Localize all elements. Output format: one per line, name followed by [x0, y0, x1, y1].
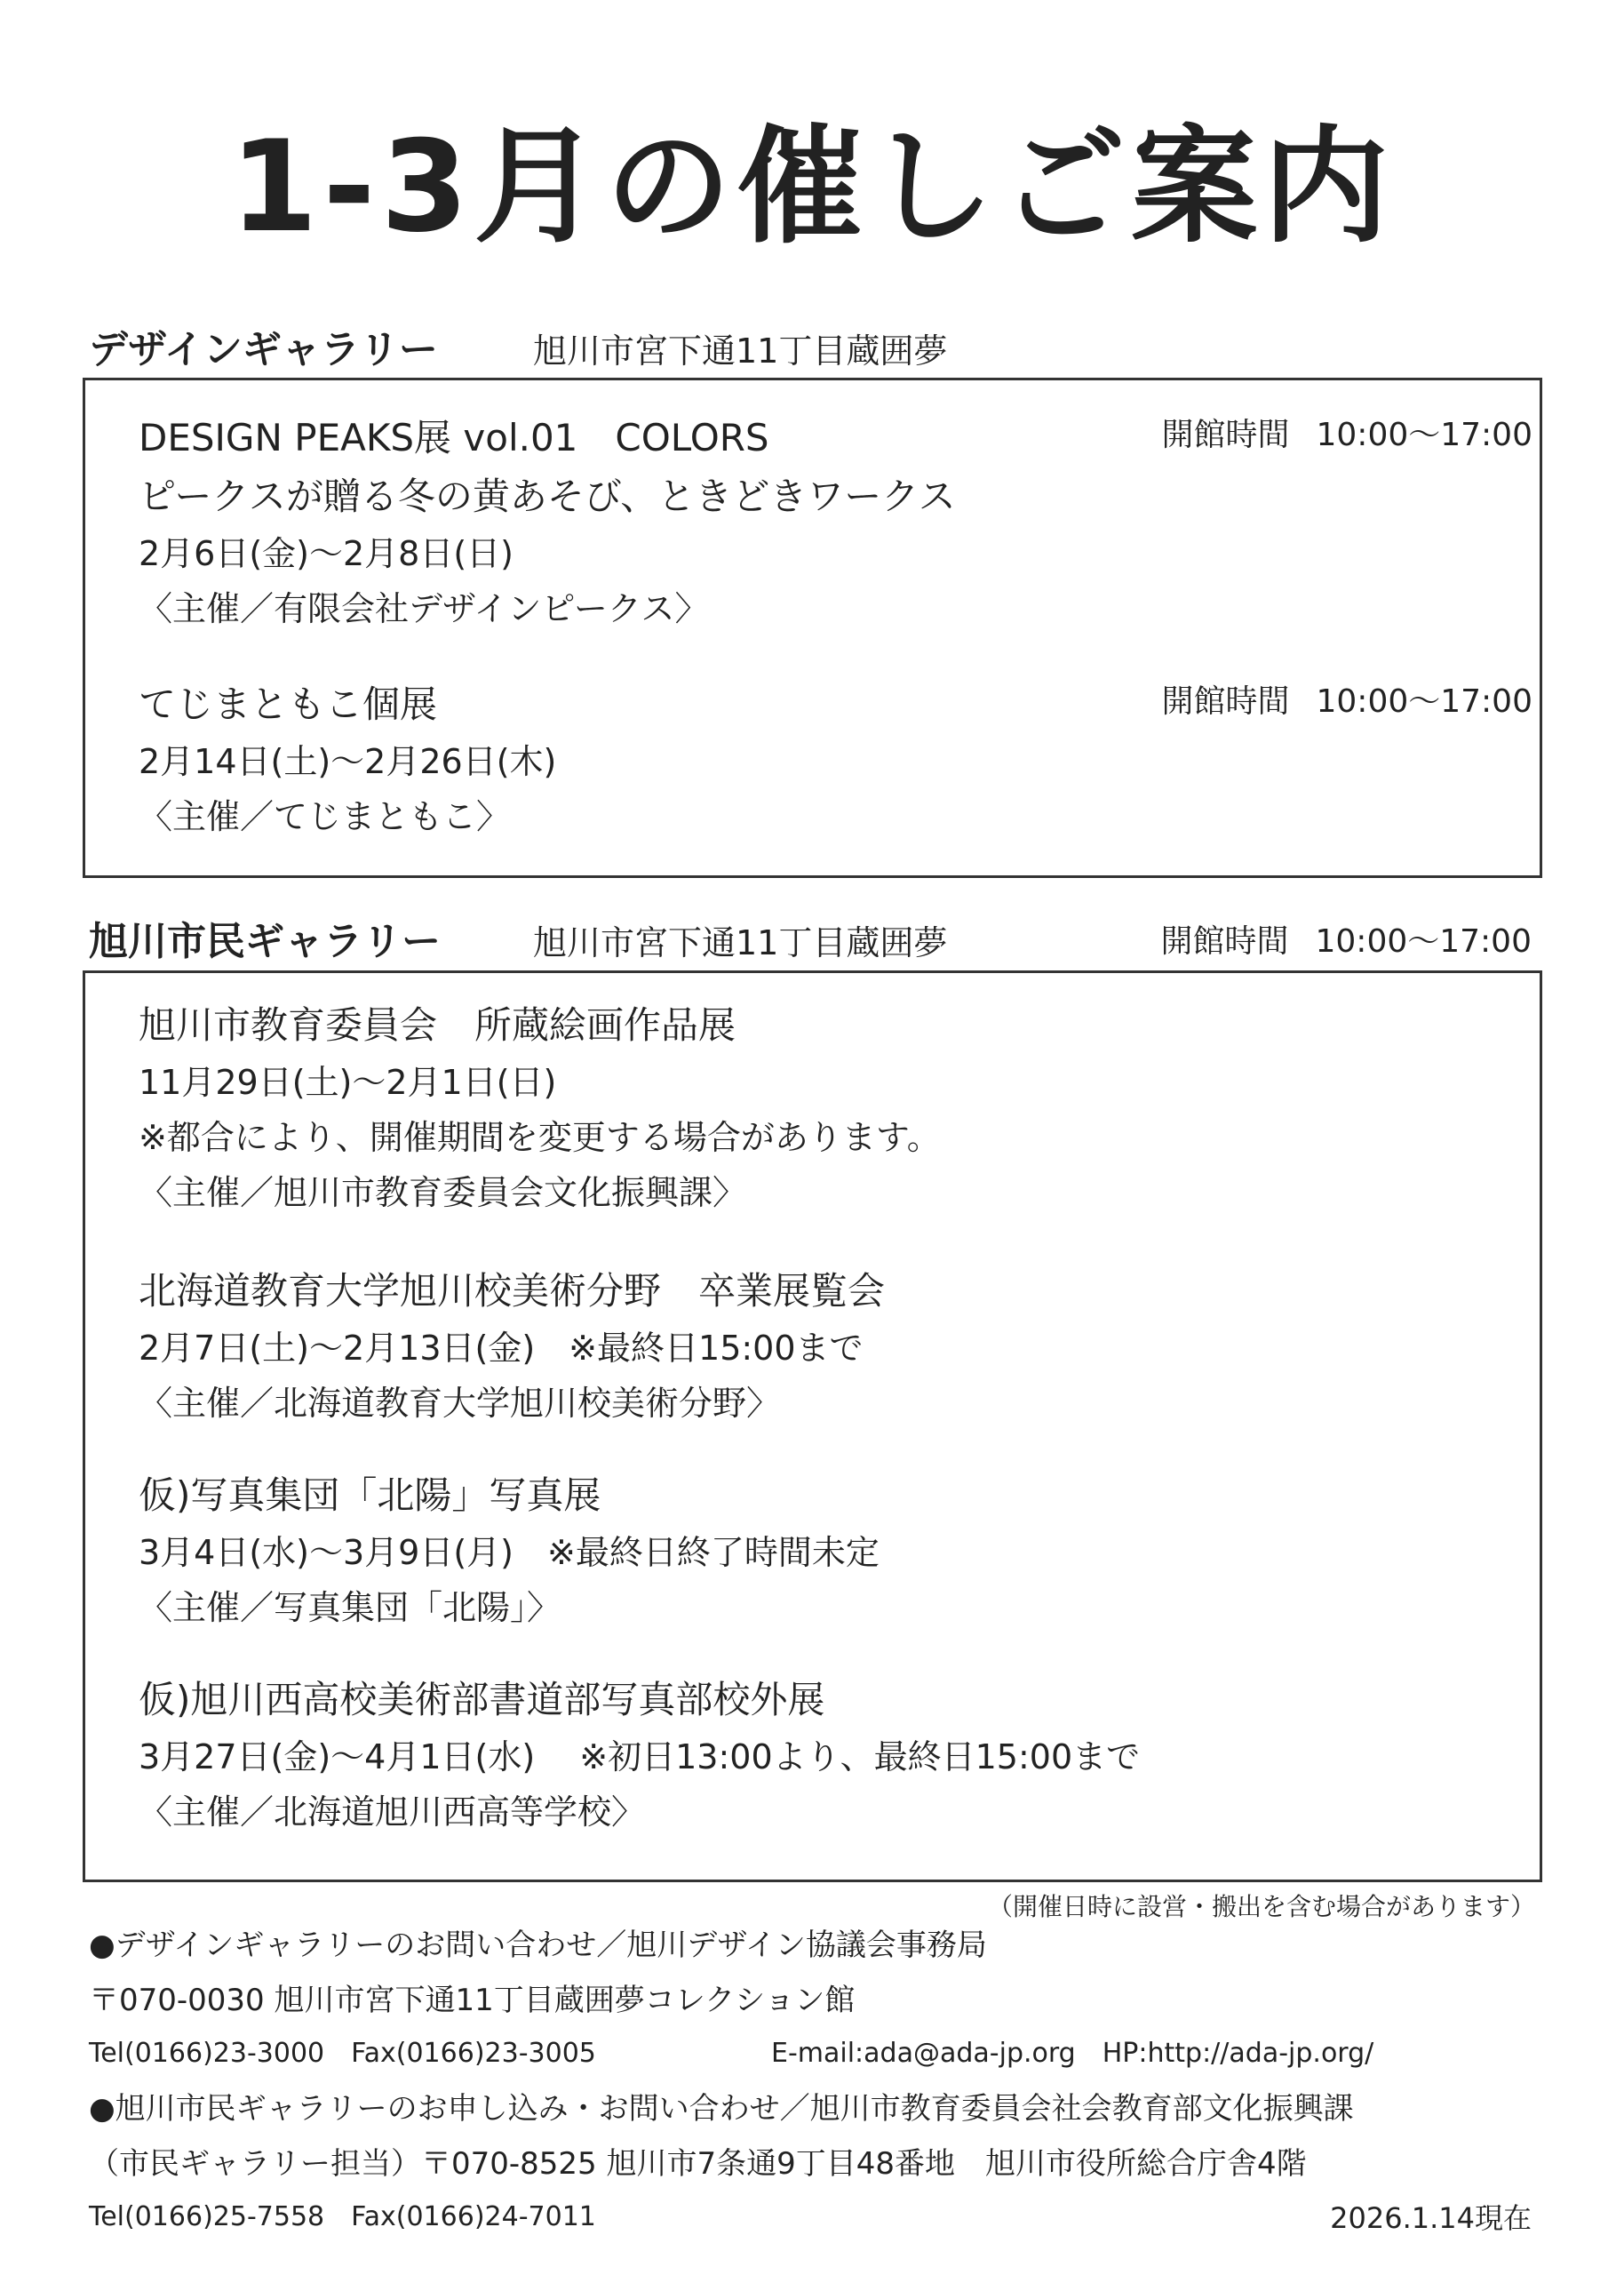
- event-subtitle: ピークスが贈る冬の黄あそび、ときどきワークス: [139, 475, 956, 518]
- event-organizer: 〈主催／北海道旭川西高等学校〉: [139, 1792, 646, 1832]
- event-dates: 3月4日(水)～3月9日(月) ※最終日終了時間未定: [139, 1533, 880, 1572]
- event-dates: 11月29日(土)～2月1日(日): [139, 1063, 557, 1102]
- event-dates: 2月6日(金)～2月8日(日): [139, 534, 514, 573]
- event-name: てじまともこ個展: [139, 682, 438, 726]
- event-organizer: 〈主催／有限会社デザインピークス〉: [139, 589, 709, 628]
- citizen-contact: ●旭川市民ギャラリーのお申し込み・お問い合わせ／旭川市教育委員会社会教育部文化振興課: [89, 2091, 1354, 2127]
- citizen-gallery-address: 旭川市宮下通11丁目蔵囲夢: [533, 923, 948, 962]
- design-address: 〒070-0030 旭川市宮下通11丁目蔵囲夢コレクション館: [89, 1983, 856, 2018]
- event-hours: 開館時間 10:00～17:00: [1161, 683, 1532, 720]
- design-contact: ●デザインギャラリーのお問い合わせ／旭川デザイン協議会事務局: [89, 1928, 987, 1963]
- design-email: E-mail:ada@ada-jp.org HP:http://ada-jp.org/: [771, 2038, 1374, 2069]
- event-hokuyo-photo: [139, 1473, 1540, 1627]
- event-organizer: 〈主催／てじまともこ〉: [139, 797, 511, 836]
- event-dates: 2月7日(土)～2月13日(金) ※最終日15:00まで: [139, 1329, 864, 1368]
- design-gallery-address: 旭川市宮下通11丁目蔵囲夢: [533, 331, 948, 371]
- citizen-gallery-heading: 旭川市民ギャラリー: [89, 919, 441, 964]
- event-nishi-high: [139, 1678, 1540, 1832]
- event-name: 仮)写真集団「北陽」写真展: [139, 1473, 601, 1517]
- design-gallery-box: [83, 378, 1542, 878]
- event-hours: 開館時間 10:00～17:00: [1161, 417, 1532, 453]
- event-dates: 3月27日(金)～4月1日(水) ※初日13:00より、最終日15:00まで: [139, 1737, 1141, 1776]
- event-organizer: 〈主催／北海道教育大学旭川校美術分野〉: [139, 1384, 781, 1423]
- event-name: 仮)旭川西高校美術部書道部写真部校外展: [139, 1678, 825, 1721]
- event-name: DESIGN PEAKS展 vol.01 COLORS: [139, 416, 769, 459]
- citizen-gallery-box: [83, 970, 1542, 1882]
- event-dates: 2月14日(土)～2月26日(木): [139, 742, 557, 781]
- event-organizer: 〈主催／写真集団「北陽」〉: [139, 1588, 561, 1627]
- design-tel: Tel(0166)23-3000 Fax(0166)23-3005: [89, 2038, 596, 2069]
- event-design-peaks: [139, 416, 1540, 628]
- event-note: ※都合により、開催期間を変更する場合があります。: [139, 1118, 941, 1157]
- citizen-gallery-hours: 開館時間 10:00～17:00: [1160, 923, 1532, 960]
- page-title: 1-3月の催しご案内: [229, 114, 1395, 260]
- event-name: 旭川市教育委員会 所蔵絵画作品展: [139, 1003, 736, 1047]
- as-of-date: 2026.1.14現在: [1330, 2201, 1532, 2235]
- event-education-board: [139, 1003, 1540, 1212]
- design-gallery-heading: デザインギャラリー: [89, 327, 438, 372]
- event-graduation: [139, 1269, 1540, 1423]
- event-tejima: [139, 682, 1540, 836]
- event-name: 北海道教育大学旭川校美術分野 卒業展覧会: [139, 1269, 886, 1313]
- citizen-tel: Tel(0166)25-7558 Fax(0166)24-7011: [89, 2201, 596, 2232]
- setup-note: （開催日時に設営・搬出を含む場合があります）: [987, 1892, 1535, 1921]
- citizen-address: （市民ギャラリー担当）〒070-8525 旭川市7条通9丁目48番地 旭川市役所総合庁舎4階: [89, 2146, 1307, 2182]
- event-organizer: 〈主催／旭川市教育委員会文化振興課〉: [139, 1173, 747, 1212]
